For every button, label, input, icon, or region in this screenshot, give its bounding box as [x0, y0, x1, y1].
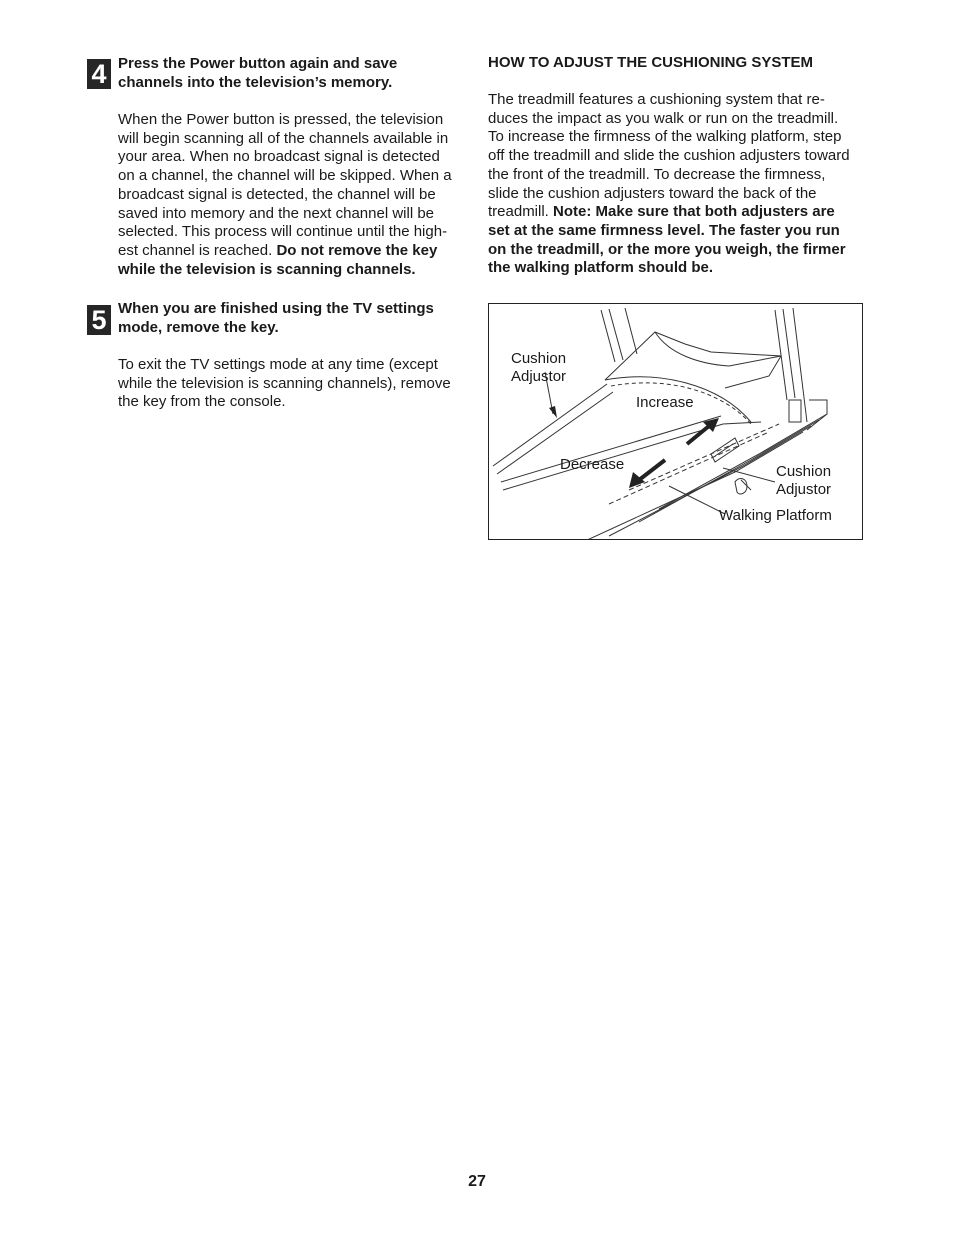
step-4-body-line: When the Power button is pressed, the television — [118, 111, 444, 128]
label-walking-platform: Walking Platform — [719, 507, 832, 524]
step-4-body-line: your area. When no broadcast signal is detected — [118, 148, 440, 166]
step-4-warning-line: while the television is scanning channels. — [118, 260, 416, 278]
step-4-body-line — [118, 242, 473, 261]
cushioning-body — [488, 91, 868, 278]
page-number: 27 — [468, 1173, 486, 1190]
cushioning-note: Note: Make sure that both adjusters are — [553, 203, 835, 221]
step-5-heading-line: mode, remove the key. — [118, 318, 279, 336]
cushioning-body-line: the front of the treadmill. To decrease the firmness, — [488, 165, 826, 183]
label-cushion-left-line: Adjustor — [511, 368, 567, 385]
label-cushion-right-line: Cushion — [776, 463, 832, 480]
step-4-warning: Do not remove the key — [276, 241, 438, 259]
step-5-body-line: while the television is scanning channels), remove — [118, 374, 451, 392]
cushion-system-figure — [488, 303, 863, 540]
left-adjustor-pointer-icon — [549, 406, 557, 418]
step-4-body-line: saved into memory and the next channel will be — [118, 204, 435, 222]
step-5-heading — [118, 300, 468, 337]
cushioning-body-line: slide the cushion adjusters toward the back of the — [488, 184, 817, 202]
label-increase: Increase — [636, 394, 694, 411]
label-cushion-left-line: Cushion — [511, 350, 567, 367]
step-5-body-line: the key from the console. — [118, 393, 286, 411]
label-cushion-right-line: Adjustor — [776, 481, 832, 498]
label-cushion-adjustor-right — [776, 463, 831, 499]
cushioning-note-line: the walking platform should be. — [488, 259, 714, 277]
step-4-heading-line: Press the Power button again and save — [118, 55, 398, 72]
step-5-heading-line: When you are finished using the TV settings — [118, 300, 434, 317]
treadmill-illustration — [489, 304, 863, 540]
section-heading: HOW TO ADJUST THE CUSHIONING SYSTEM — [488, 54, 814, 71]
step-4-body-line: broadcast signal is detected, the channel will be — [118, 185, 436, 203]
step-4-body-text: est channel is reached. — [118, 241, 277, 259]
step-4-heading-line: channels into the television’s memory. — [118, 73, 393, 91]
step-5-body — [118, 356, 473, 412]
cushioning-body-line: To increase the firmness of the walking platform, step — [488, 128, 842, 146]
cushioning-body-line: off the treadmill and slide the cushion adjusters toward — [488, 147, 850, 165]
step-4-body-line: on a channel, the channel will be skipped. When a — [118, 167, 452, 185]
step-4-body — [118, 111, 473, 279]
cushioning-body-line — [488, 203, 868, 222]
step-4-badge: 4 — [87, 59, 111, 89]
cushioning-body-line: duces the impact as you walk or run on the treadmill. — [488, 109, 839, 127]
step-4-body-line: will begin scanning all of the channels available in — [118, 129, 449, 147]
cushioning-note-line: on the treadmill, or the more you weigh, the firmer — [488, 240, 846, 258]
decrease-arrow-icon — [629, 460, 665, 488]
label-cushion-adjustor-left — [511, 350, 566, 386]
step-5-badge: 5 — [87, 305, 111, 335]
label-decrease: Decrease — [560, 456, 625, 473]
cushioning-body-line: The treadmill features a cushioning system that re- — [488, 91, 825, 108]
step-5-body-line: To exit the TV settings mode at any time (except — [118, 356, 438, 373]
step-4-heading — [118, 55, 468, 92]
step-4-body-line: selected. This process will continue until the high- — [118, 223, 448, 241]
cushioning-body-text: treadmill. — [488, 203, 554, 221]
cushioning-note-line: set at the same firmness level. The faster you run — [488, 221, 840, 239]
